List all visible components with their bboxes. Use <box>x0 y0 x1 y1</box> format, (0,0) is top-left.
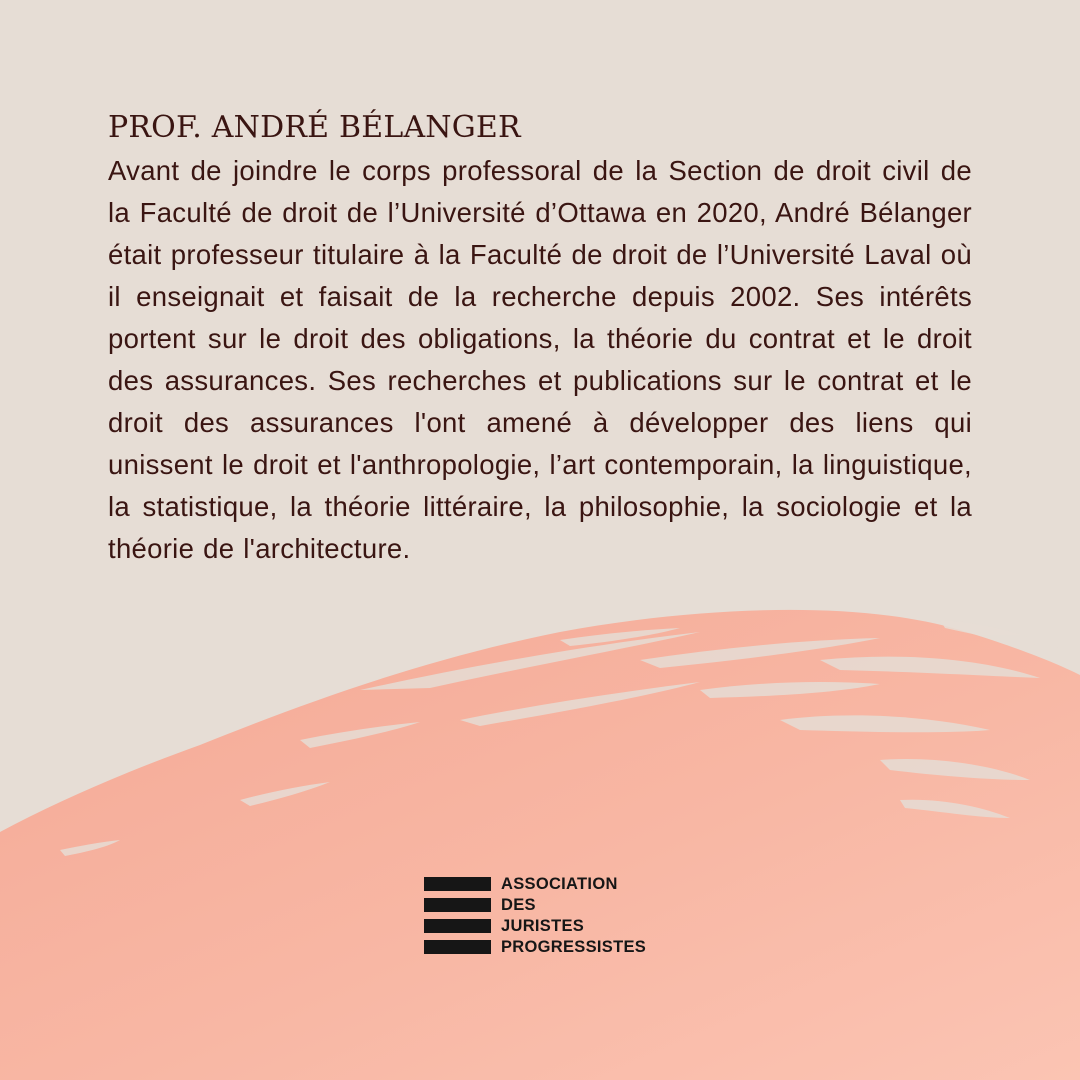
logo-bar <box>424 877 491 891</box>
association-logo <box>424 874 646 961</box>
profile-bio: Avant de joindre le corps professoral de la Section de droit civil de la Faculté de droit de l’Université d’Ottawa en 2020, André Bélanger était professeur titulaire à la Faculté de droit de l’Université Laval où il enseignait et faisait de la recherche depuis 2002. Ses intérêts portent sur le droit des obligations, la théorie du contrat et le droit des assurances. Ses recherches et publications sur le contrat et le droit des assurances l'ont amené à développer des liens qui unissent le droit et l'anthropologie, l’art contemporain, la linguistique, la statistique, la théorie littéraire, la philosophie, la sociologie et la théorie de l'architecture. <box>108 155 972 564</box>
profile-name: PROF. ANDRÉ BÉLANGER <box>108 110 521 145</box>
logo-line: PROGRESSISTES <box>501 938 647 956</box>
logo-bar <box>424 898 491 912</box>
logo-bar <box>424 919 491 933</box>
logo-wordmark <box>501 874 646 958</box>
profile-section <box>108 106 972 570</box>
logo-line: ASSOCIATION <box>501 875 618 893</box>
logo-bar <box>424 940 491 954</box>
logo-line: DES <box>501 896 536 914</box>
logo-line: JURISTES <box>501 917 585 935</box>
paint-stroke-shape <box>0 610 1080 1080</box>
logo-bars-icon <box>424 877 491 961</box>
